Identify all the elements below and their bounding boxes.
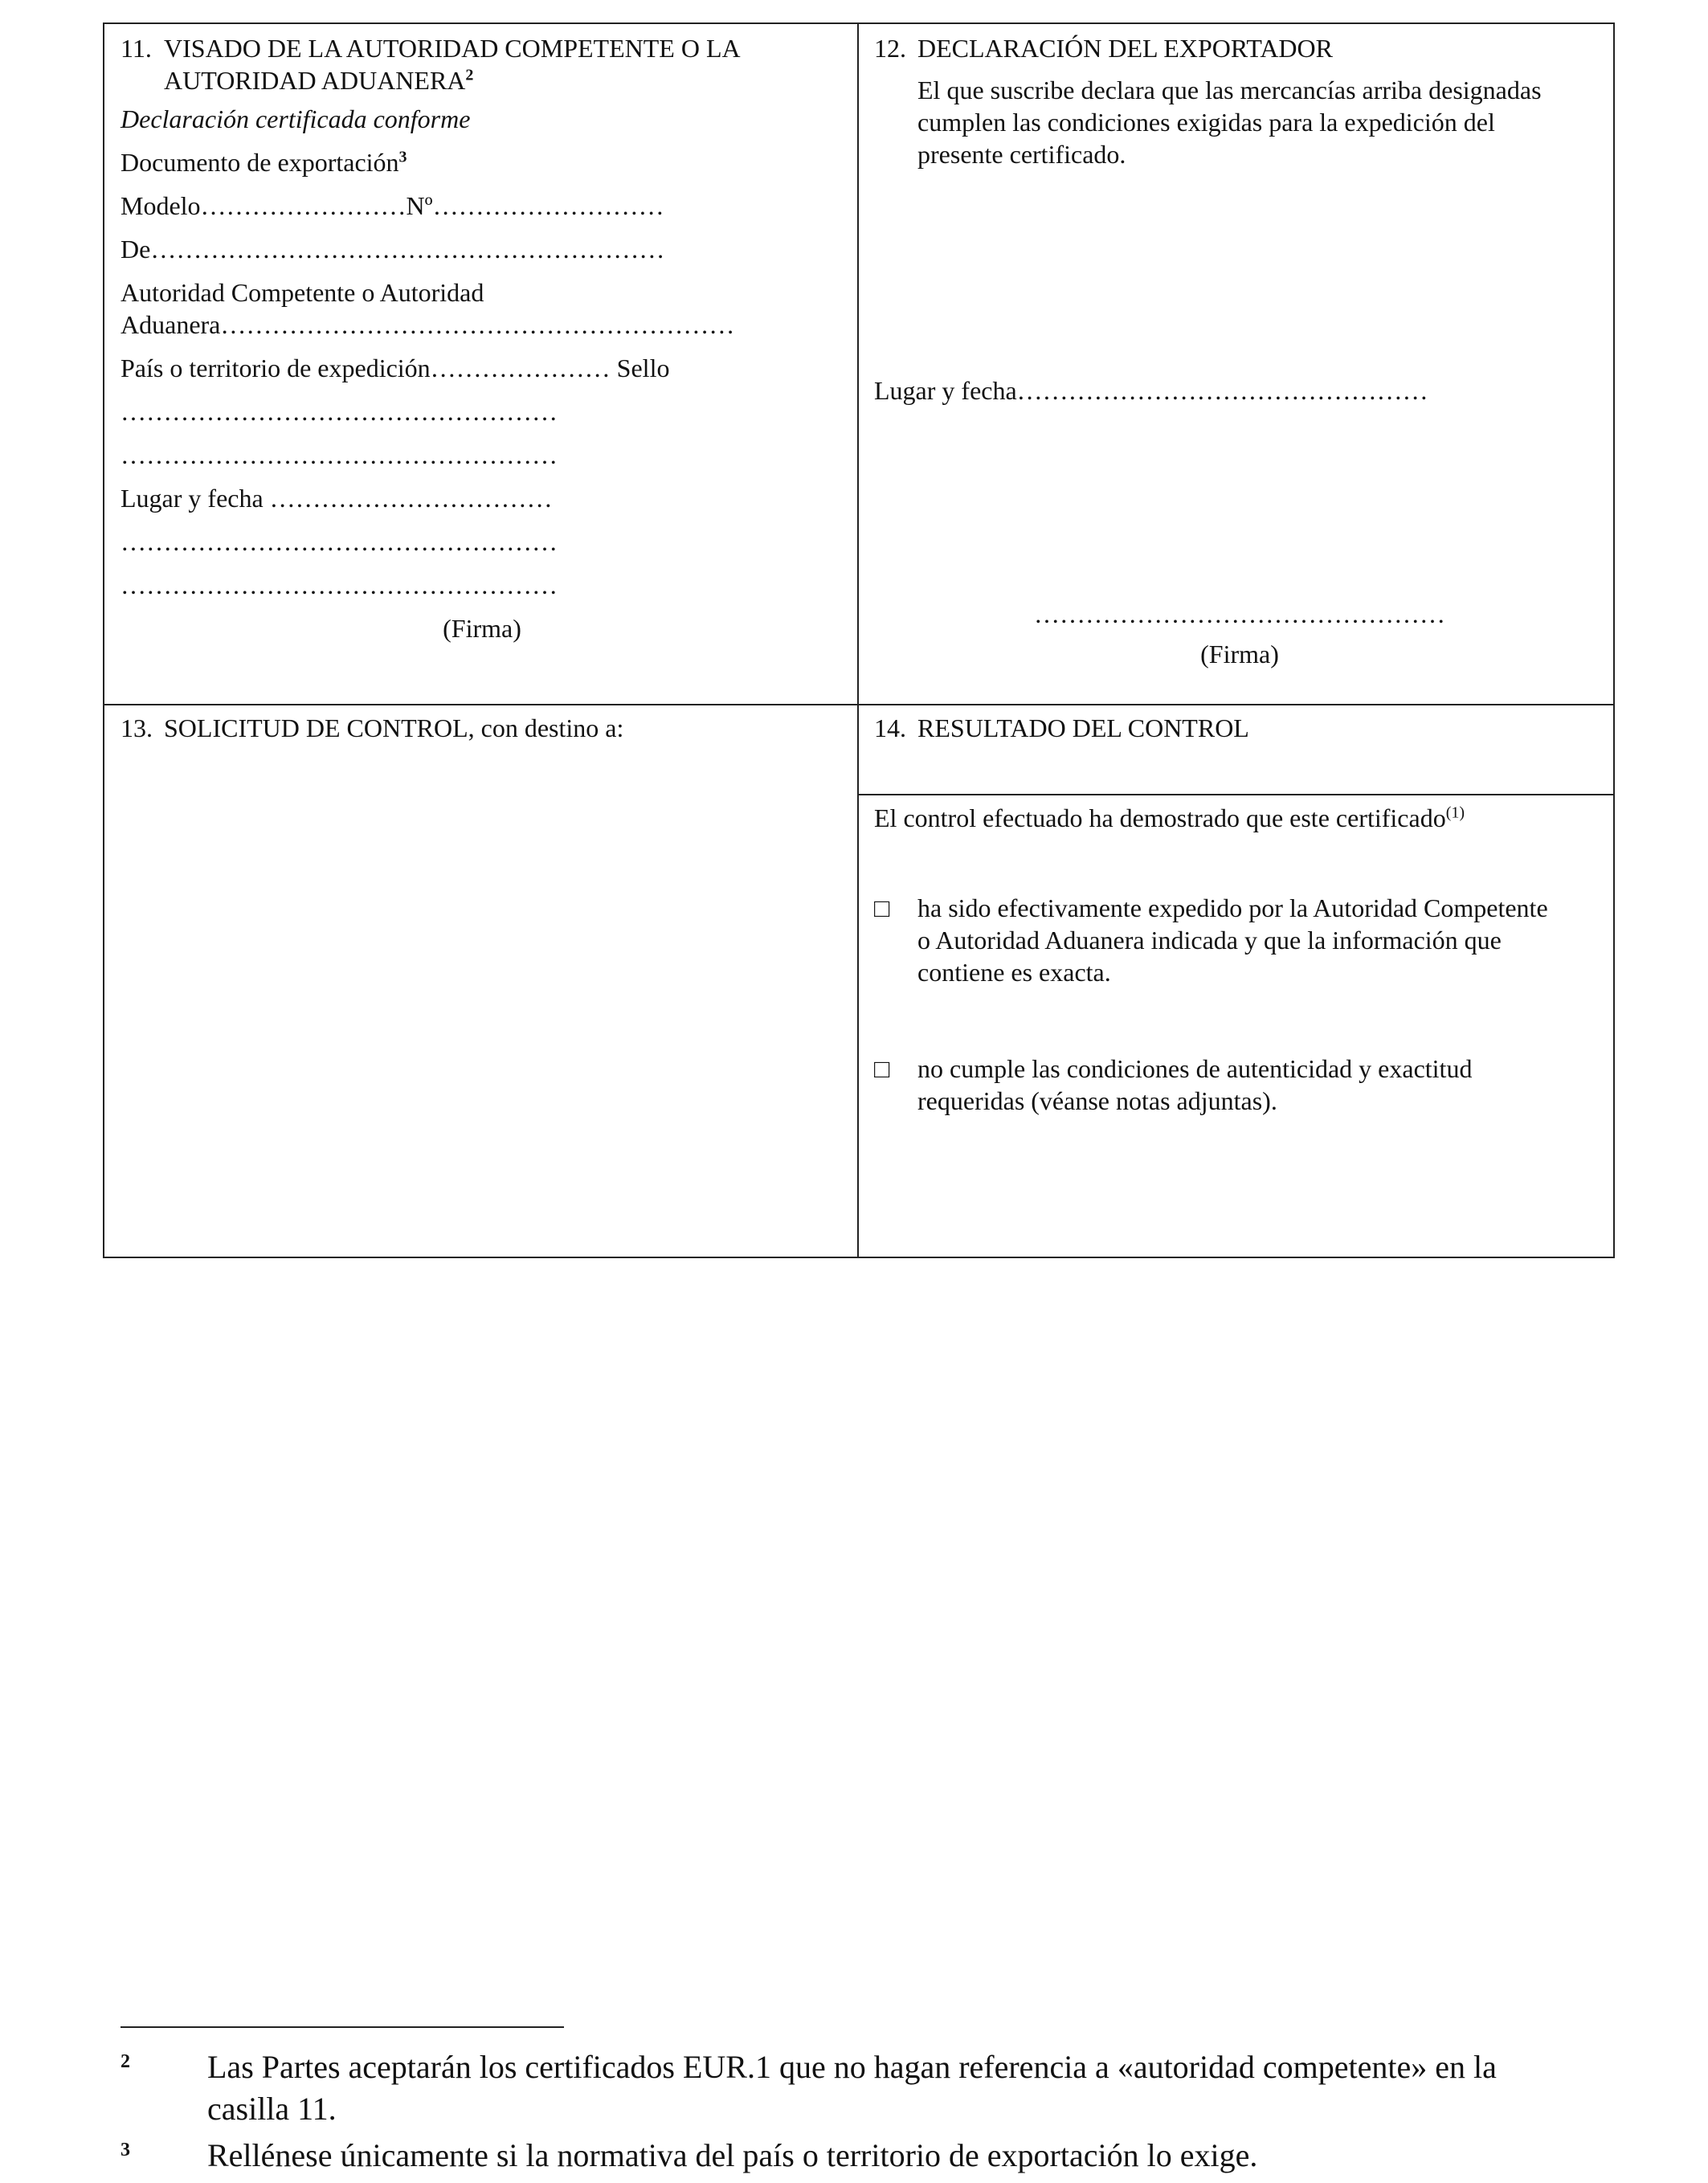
box-11-customs-endorsement xyxy=(121,32,844,644)
box11-authority-field: Aduanera…………………………………………………… xyxy=(121,310,735,339)
box11-signature-label: (Firma) xyxy=(443,614,521,643)
box11-dotted-line: …………………………………………… xyxy=(121,440,558,469)
box11-number: 11. xyxy=(121,34,152,63)
box12-place-date-field: Lugar y fecha………………………………………… xyxy=(874,376,1428,405)
box12-signature-label: (Firma) xyxy=(1200,640,1279,668)
box14-title: RESULTADO DEL CONTROL xyxy=(917,713,1249,742)
box13-number: 13. xyxy=(121,713,153,742)
box12-text-line: cumplen las condiciones exigidas para la expedición del xyxy=(917,108,1495,137)
box14-option-not-authentic xyxy=(874,1053,1605,1117)
box14-option1-line: o Autoridad Aduanera indicada y que la información que xyxy=(917,926,1502,955)
box11-from-field: De…………………………………………………… xyxy=(121,235,665,264)
box14-intro-text: El control efectuado ha demostrado que este certificado xyxy=(874,803,1446,832)
box14-option1-line: contiene es exacta. xyxy=(917,958,1111,987)
box11-country-stamp-field: País o territorio de expedición………………… Sello xyxy=(121,354,670,382)
box11-export-doc-label: Documento de exportación xyxy=(121,148,399,177)
footnote-3 xyxy=(121,2135,1583,2177)
checkbox-icon[interactable]: □ xyxy=(874,1054,890,1083)
box12-heading xyxy=(874,32,1605,64)
checkbox-icon[interactable]: □ xyxy=(874,893,890,922)
footnote-2 xyxy=(121,2046,1583,2130)
box13-title: SOLICITUD DE CONTROL, con destino a: xyxy=(164,713,624,742)
box11-place-date-field: Lugar y fecha …………………………… xyxy=(121,484,553,513)
box11-export-doc-ref: 3 xyxy=(398,148,407,166)
box11-title-line1: VISADO DE LA AUTORIDAD COMPETENTE O LA xyxy=(164,34,741,63)
footnote-text: Rellénese únicamente si la normativa del país o territorio de exportación lo exige. xyxy=(207,2137,1258,2173)
box12-signature-line: ………………………………………… xyxy=(1034,599,1445,628)
box14-option1-line: ha sido efectivamente expedido por la Autoridad Competente xyxy=(917,893,1548,922)
box11-footnote-ref: 2 xyxy=(465,66,474,84)
box14-option-authentic xyxy=(874,892,1605,988)
column-divider xyxy=(857,24,859,1257)
box12-title: DECLARACIÓN DEL EXPORTADOR xyxy=(917,34,1333,63)
box12-text-line: presente certificado. xyxy=(917,140,1126,169)
box-13-verification-request xyxy=(121,712,844,744)
footnote-separator xyxy=(121,2026,564,2028)
box11-dotted-line: …………………………………………… xyxy=(121,527,558,556)
box14-body xyxy=(874,797,1605,1117)
box11-dotted-line: …………………………………………… xyxy=(121,570,558,599)
box-14-verification-result xyxy=(874,712,1605,744)
footnote-mark: 3 xyxy=(121,2140,130,2161)
box11-heading xyxy=(121,32,844,96)
box12-text-line: El que suscribe declara que las mercancías arriba designadas xyxy=(917,76,1542,104)
box14-intro-ref: (1) xyxy=(1445,803,1465,822)
box14-option2-line: no cumple las condiciones de autenticidad y exactitud xyxy=(917,1054,1473,1083)
box14-heading xyxy=(874,712,1605,744)
box11-certified-text: Declaración certificada conforme xyxy=(121,104,471,133)
certificate-form xyxy=(103,22,1615,1258)
box-12-exporter-declaration xyxy=(874,32,1605,699)
box14-option2-line: requeridas (véanse notas adjuntas). xyxy=(917,1086,1277,1115)
footnote-text: Las Partes aceptarán los certificados EUR.1 que no hagan referencia a «autoridad competente» en la casilla 11. xyxy=(207,2049,1497,2127)
box13-heading xyxy=(121,712,844,744)
box11-model-number-field: Modelo……………………Nº……………………… xyxy=(121,191,664,220)
box11-dotted-line: …………………………………………… xyxy=(121,397,558,426)
footnote-mark: 2 xyxy=(121,2051,130,2072)
box14-divider xyxy=(858,794,1615,795)
row-divider xyxy=(104,704,1613,705)
box12-number: 12. xyxy=(874,34,906,63)
box11-authority-label: Autoridad Competente o Autoridad xyxy=(121,278,484,307)
box14-number: 14. xyxy=(874,713,906,742)
box11-title-line2: AUTORIDAD ADUANERA xyxy=(164,66,466,95)
